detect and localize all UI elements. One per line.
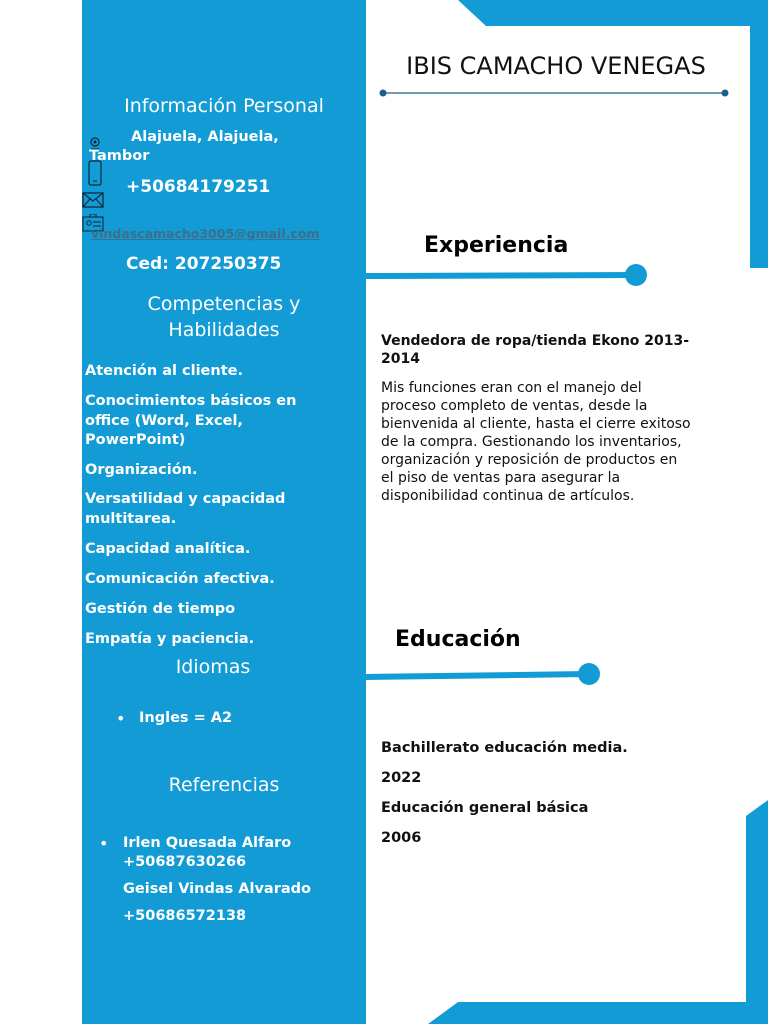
reference-1-phone: +50687630266 <box>123 854 247 870</box>
job-description: Mis funciones eran con el manejo del proceso completo de ventas, desde la bienvenida al cliente, hasta el cierre exitoso de la compra. Gestionando los inventarios, organización y reposición de productos en el piso de ventas para asegurar la disponibilidad continua de artículos. <box>381 380 691 504</box>
reference-2-phone: +50686572138 <box>123 908 247 924</box>
phone-number: +50684179251 <box>126 177 271 197</box>
education-heading: Educación <box>395 627 521 652</box>
experience-heading: Experiencia <box>424 233 569 258</box>
bottom-corner-shape <box>428 800 768 1024</box>
education-year-1: 2022 <box>381 770 422 786</box>
education-divider <box>366 660 606 688</box>
language-item: Ingles = A2 <box>139 710 233 726</box>
ced-number: Ced: 207250375 <box>126 254 282 274</box>
personal-info-heading: Información Personal <box>124 95 324 117</box>
bullet-icon: • <box>99 834 109 853</box>
education-item-1: Bachillerato educación media. <box>381 740 628 756</box>
email-link[interactable]: vindascamacho3005@gmail.com <box>91 226 320 241</box>
references-heading: Referencias <box>168 774 280 796</box>
skill-item: Atención al cliente. <box>85 363 243 379</box>
job-title: Vendedora de ropa/tienda Ekono 2013-2014 <box>381 333 690 367</box>
skill-item: Empatía y paciencia. <box>85 631 255 647</box>
address-line-1: Alajuela, Alajuela, <box>131 129 279 145</box>
person-name: IBIS CAMACHO VENEGAS <box>406 52 706 80</box>
skill-item: Conocimientos básicos en office (Word, Excel, PowerPoint) <box>85 393 297 448</box>
name-underline <box>375 86 735 100</box>
education-year-2: 2006 <box>381 830 422 846</box>
skill-item: Versatilidad y capacidad multitarea. <box>85 491 286 527</box>
skills-heading-line-1: Competencias y <box>147 293 301 315</box>
email-icon <box>82 192 104 212</box>
skill-item: Gestión de tiempo <box>85 601 236 617</box>
bullet-icon: • <box>116 709 126 728</box>
reference-1-name: Irlen Quesada Alfaro <box>123 835 292 851</box>
skill-item: Organización. <box>85 462 198 478</box>
top-corner-shape <box>458 0 768 268</box>
skill-item: Capacidad analítica. <box>85 541 251 557</box>
address-line-2: Tambor <box>89 148 150 164</box>
languages-heading: Idiomas <box>175 656 251 678</box>
reference-2-name: Geisel Vindas Alvarado <box>123 881 311 897</box>
skills-heading-line-2: Habilidades <box>168 319 280 341</box>
phone-icon <box>88 160 102 190</box>
skill-item: Comunicación afectiva. <box>85 571 275 587</box>
experience-divider <box>366 262 656 290</box>
education-item-2: Educación general básica <box>381 800 589 816</box>
